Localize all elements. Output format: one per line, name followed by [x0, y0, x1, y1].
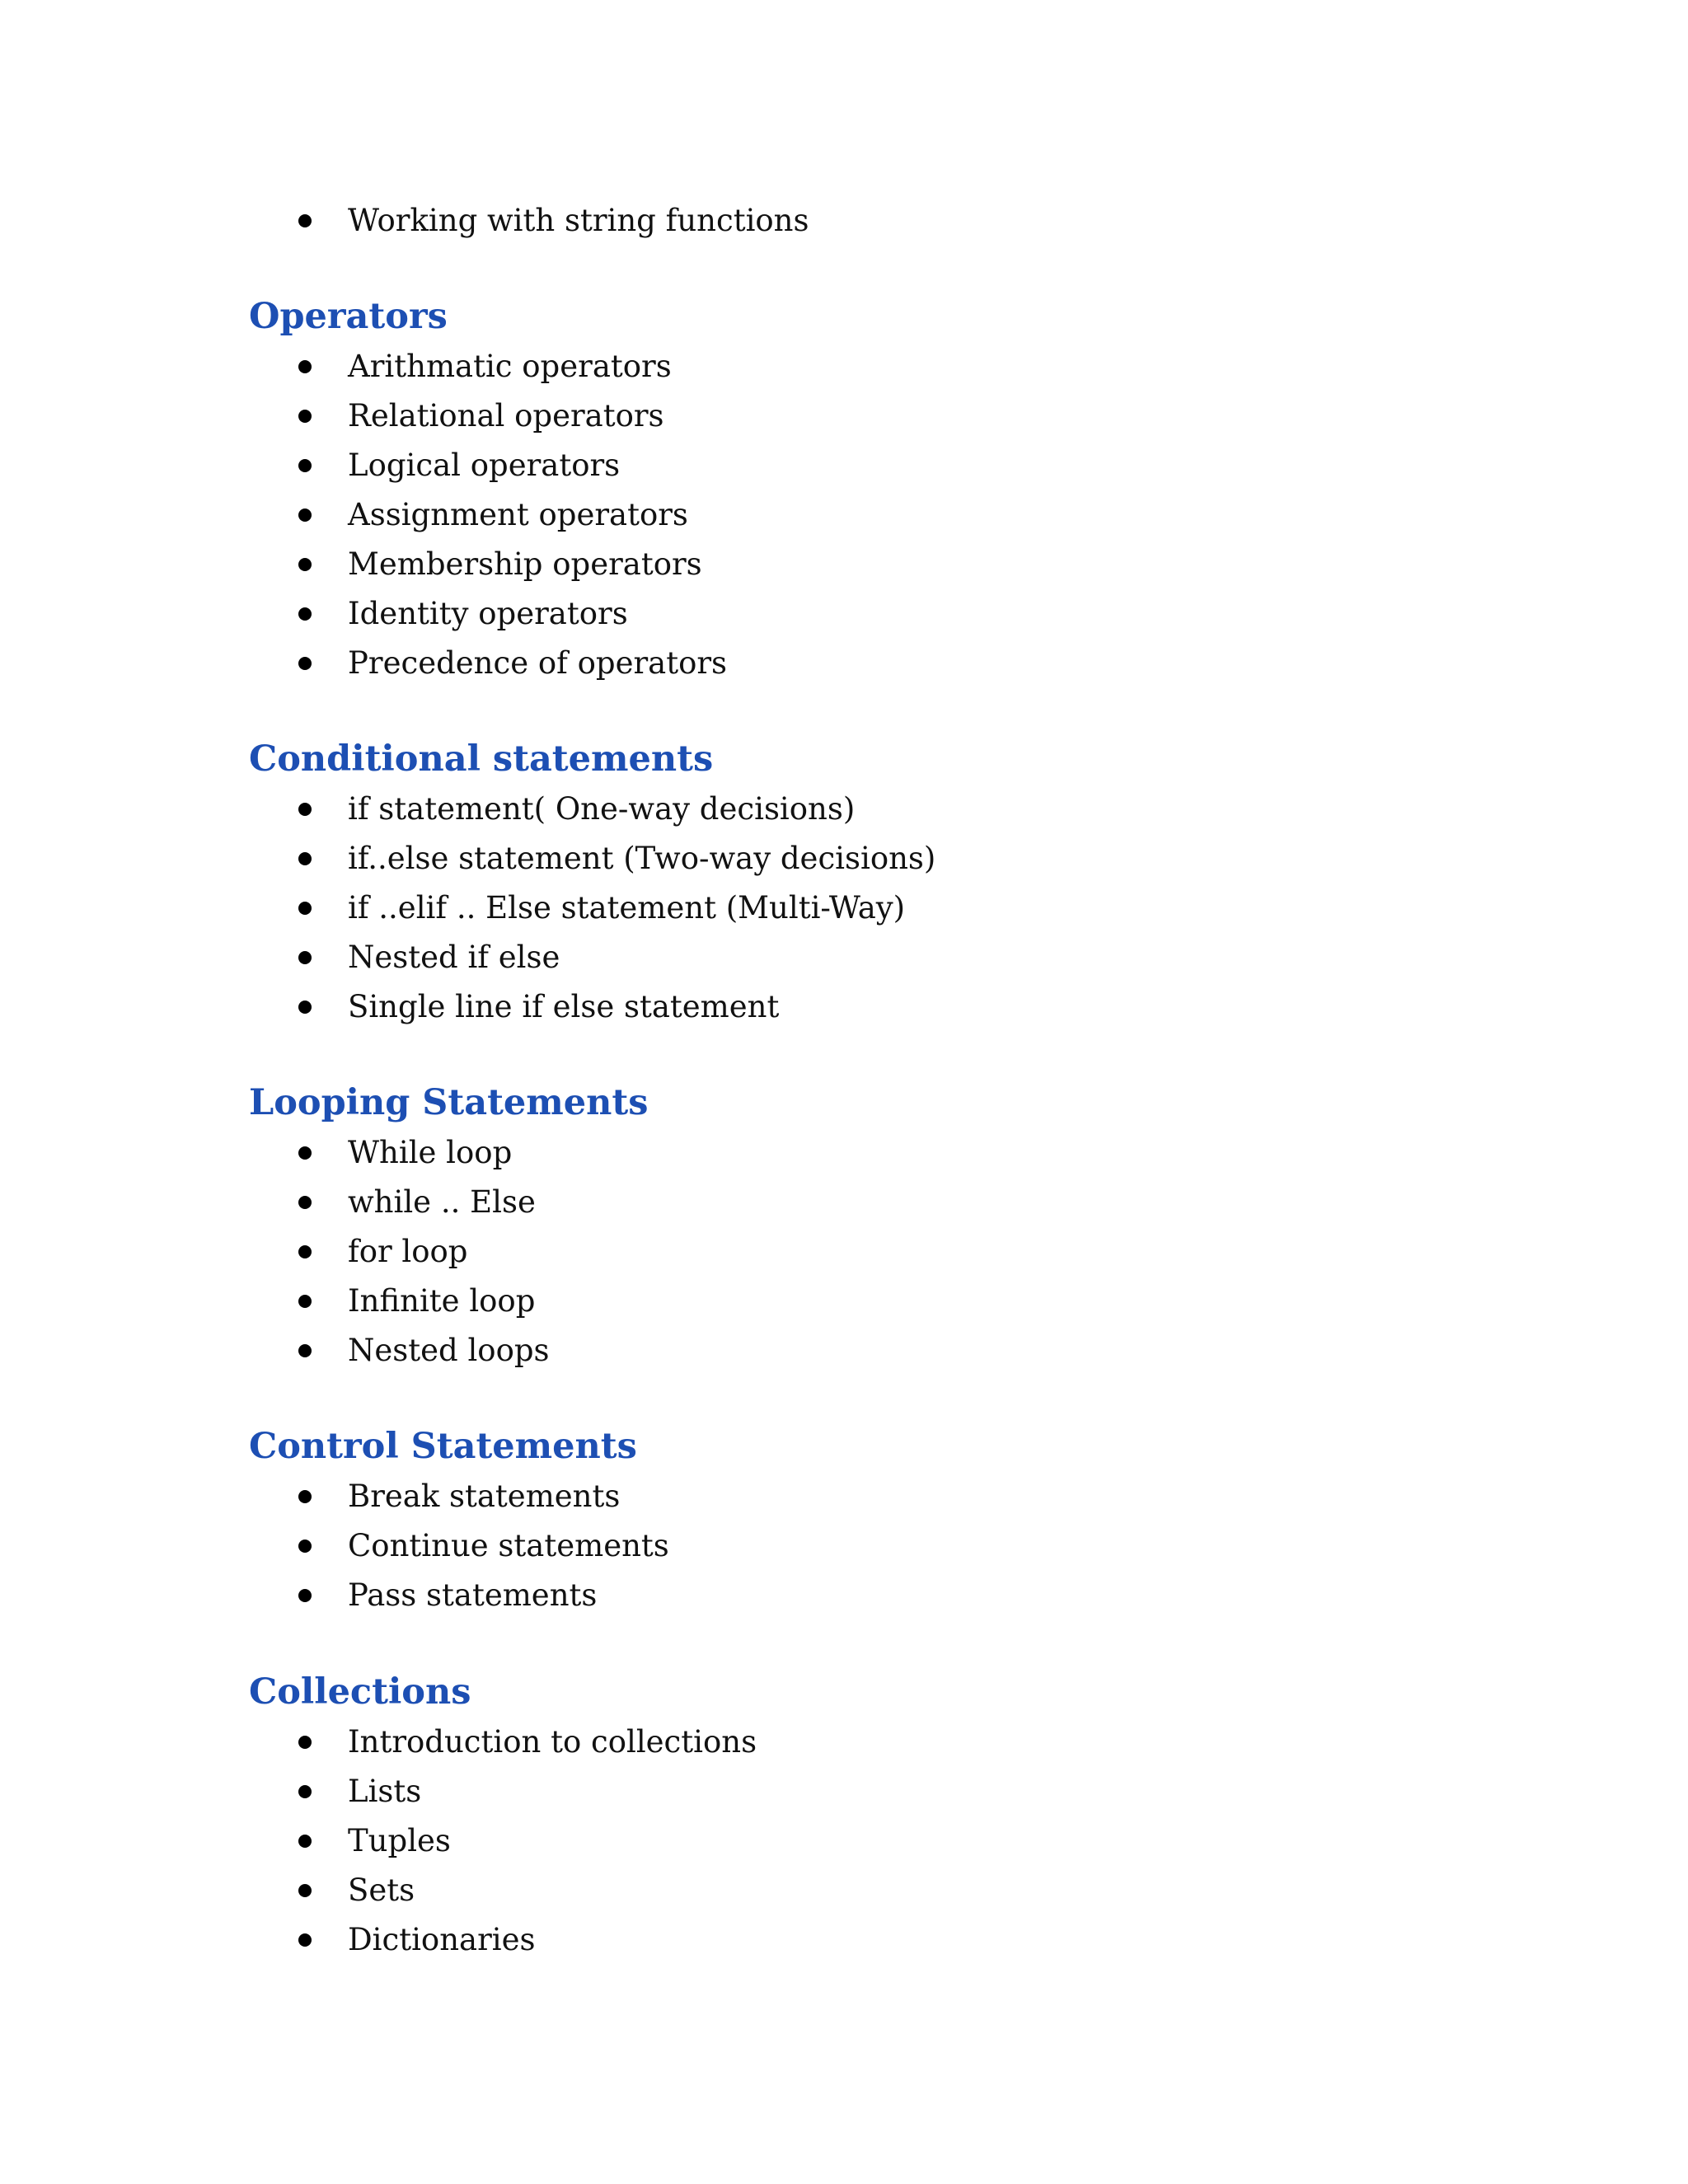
- bullet-icon: [298, 1884, 312, 1897]
- bullet-icon: [298, 1001, 312, 1014]
- bullet-icon: [298, 214, 312, 227]
- list-item-text: Infinite loop: [348, 1283, 536, 1319]
- bullet-icon: [298, 1540, 312, 1553]
- list-item-text: Identity operators: [348, 596, 628, 631]
- list-item: [0, 1718, 757, 1767]
- list-item-text: Logical operators: [348, 448, 621, 483]
- section-heading-operators: Operators: [249, 296, 448, 337]
- list-item: [0, 1178, 550, 1227]
- conditional-statements-list: [0, 785, 935, 1032]
- list-item: [0, 391, 727, 441]
- list-item-text: Continue statements: [348, 1528, 669, 1563]
- bullet-icon: [298, 1490, 312, 1503]
- list-item: [0, 490, 727, 540]
- list-item: [0, 785, 935, 834]
- list-item-text: Assignment operators: [348, 497, 688, 532]
- list-item: [0, 982, 935, 1032]
- list-item-text: Introduction to collections: [348, 1724, 757, 1760]
- list-item-text: Sets: [348, 1872, 415, 1908]
- bullet-icon: [298, 410, 312, 423]
- intro-list: [0, 196, 809, 246]
- list-item: [0, 1227, 550, 1277]
- list-item-text: Tuples: [348, 1823, 451, 1858]
- list-item-text: for loop: [348, 1234, 468, 1269]
- bullet-icon: [298, 1933, 312, 1947]
- list-item-text: Single line if else statement: [348, 989, 780, 1024]
- bullet-icon: [298, 902, 312, 915]
- list-item: [0, 589, 727, 639]
- list-item: [0, 1816, 757, 1866]
- list-item-text: Lists: [348, 1774, 422, 1809]
- list-item: [0, 1521, 669, 1571]
- control-statements-list: [0, 1472, 669, 1620]
- list-item: [0, 1915, 757, 1965]
- list-item: [0, 342, 727, 391]
- list-item-text: while .. Else: [348, 1184, 536, 1220]
- list-item: [0, 540, 727, 589]
- section-heading-control-statements: Control Statements: [249, 1426, 637, 1467]
- list-item-text: if..else statement (Two-way decisions): [348, 841, 936, 876]
- bullet-icon: [298, 852, 312, 865]
- list-item-text: Relational operators: [348, 398, 664, 434]
- list-item: [0, 1866, 757, 1915]
- list-item-text: Nested loops: [348, 1333, 550, 1368]
- list-item: [0, 1571, 669, 1620]
- list-item: [0, 196, 809, 246]
- looping-statements-list: [0, 1128, 550, 1376]
- list-item-text: if ..elif .. Else statement (Multi-Way): [348, 890, 906, 926]
- list-item-text: if statement( One-way decisions): [348, 791, 856, 827]
- list-item: [0, 1128, 550, 1178]
- bullet-icon: [298, 459, 312, 472]
- list-item-text: Pass statements: [348, 1577, 598, 1613]
- list-item: [0, 1472, 669, 1521]
- bullet-icon: [298, 607, 312, 621]
- bullet-icon: [298, 1146, 312, 1160]
- section-heading-conditional-statements: Conditional statements: [249, 738, 714, 780]
- list-item: [0, 639, 727, 688]
- section-heading-looping-statements: Looping Statements: [249, 1082, 649, 1123]
- bullet-icon: [298, 558, 312, 571]
- bullet-icon: [298, 1589, 312, 1602]
- bullet-icon: [298, 1196, 312, 1209]
- bullet-icon: [298, 1785, 312, 1798]
- bullet-icon: [298, 1295, 312, 1308]
- list-item: [0, 1277, 550, 1326]
- list-item: [0, 933, 935, 982]
- list-item: [0, 441, 727, 490]
- bullet-icon: [298, 1344, 312, 1357]
- bullet-icon: [298, 803, 312, 816]
- list-item-text: Nested if else: [348, 940, 560, 975]
- bullet-icon: [298, 1736, 312, 1749]
- collections-list: [0, 1718, 757, 1965]
- list-item: [0, 834, 935, 883]
- list-item: [0, 1326, 550, 1376]
- bullet-icon: [298, 951, 312, 964]
- list-item-text: Arithmatic operators: [348, 349, 672, 384]
- list-item: [0, 883, 935, 933]
- bullet-icon: [298, 657, 312, 670]
- list-item-text: Precedence of operators: [348, 645, 728, 681]
- list-item-text: While loop: [348, 1135, 513, 1170]
- list-item: [0, 1767, 757, 1816]
- list-item-text: Membership operators: [348, 546, 702, 582]
- bullet-icon: [298, 1835, 312, 1848]
- list-item-text: Dictionaries: [348, 1922, 536, 1957]
- section-heading-collections: Collections: [249, 1671, 471, 1713]
- list-item-text: Working with string functions: [348, 203, 809, 238]
- bullet-icon: [298, 360, 312, 373]
- bullet-icon: [298, 509, 312, 522]
- operators-list: [0, 342, 727, 688]
- list-item-text: Break statements: [348, 1479, 621, 1514]
- bullet-icon: [298, 1245, 312, 1258]
